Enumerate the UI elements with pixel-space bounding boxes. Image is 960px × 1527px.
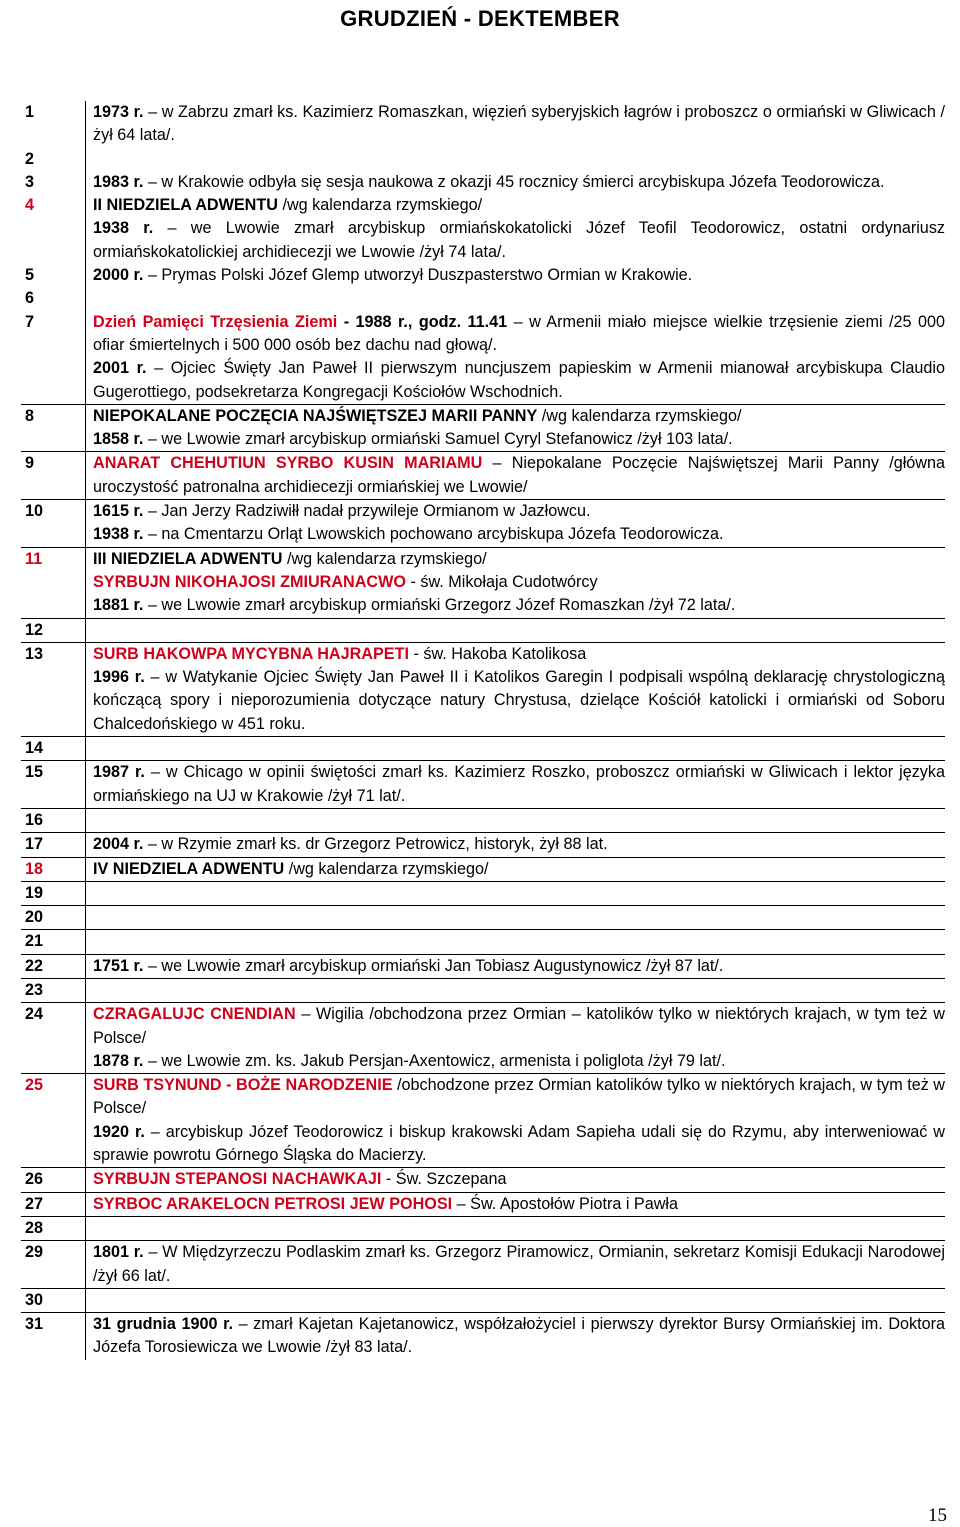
day-number: 19 [21,881,86,905]
day-entries [86,452,946,500]
entry-heading: ANARAT CHEHUTIUN SYRBO KUSIN MARIAMU [93,454,483,473]
entry-line [93,101,945,148]
entry-text: – Wigilia /obchodzona przez Ormian – katolików tylko w niektórych krajach, w tym też w Polsce/ [93,1005,945,1047]
day-row [21,954,945,978]
day-row [21,194,945,264]
day-row [21,1313,945,1360]
entry-heading: 1938 r. [93,219,154,238]
entry-text: – we Lwowie zm. ks. Jakub Persjan-Axentowicz, armenista i poliglota /żył 79 lat/. [143,1051,726,1070]
day-number: 16 [21,808,86,832]
entry-line [93,405,945,428]
day-number: 27 [21,1192,86,1216]
entry-heading: 1973 r. [93,103,144,121]
entry-heading: 1988 r., godz. 11.41 [355,312,508,331]
entry-line [93,548,945,571]
entry-heading: SYRBUJN NIKOHAJOSI ZMIURANACWO [93,572,406,591]
day-entries [86,1288,946,1312]
day-entries [86,618,946,642]
day-number: 21 [21,930,86,954]
day-entries [86,194,946,264]
day-number: 8 [21,404,86,452]
entry-heading: NIEPOKALANE POCZĘCIA NAJŚWIĘTSZEJ MARII PANNY [93,406,538,425]
day-entries [86,761,946,809]
entry-line [93,357,945,404]
day-number: 17 [21,833,86,857]
day-entries [86,1313,946,1360]
entry-heading: 2001 r. [93,359,147,378]
day-row [21,761,945,809]
day-row [21,101,945,148]
day-entries [86,737,946,761]
day-row [21,311,945,405]
day-entries [86,833,946,857]
entry-line [93,1003,945,1050]
entry-text: /wg kalendarza rzymskiego/ [284,859,489,878]
entry-heading: SURB TSYNUND - BOŻE NARODZENIE [93,1076,393,1095]
day-row [21,148,945,171]
entry-heading: 1987 r. [93,763,145,782]
entry-text: - św. Mikołaja Cudotwórcy [405,572,598,591]
day-number: 3 [25,172,35,191]
day-entries [86,1241,946,1289]
day-row [21,1216,945,1240]
entry-heading: SURB HAKOWPA MYCYBNA HAJRAPETI [93,644,409,663]
entry-text: – na Cmentarzu Orląt Lwowskich pochowano arcybiskupa Józefa Teodorowicza. [143,525,724,544]
day-number: 28 [21,1216,86,1240]
day-row [21,171,945,194]
day-row [21,500,945,548]
entry-line [93,858,945,881]
day-entries [86,1168,946,1192]
entry-line [93,666,945,736]
day-row [21,642,945,736]
entry-text: /wg kalendarza rzymskiego/ [282,549,487,568]
entry-heading: 1938 r. [93,525,144,544]
day-row [21,737,945,761]
entry-heading: SYRBUJN STEPANOSI NACHAWKAJI [93,1170,382,1189]
day-number: 11 [21,547,86,618]
day-entries [86,857,946,881]
day-row [21,808,945,832]
day-number: 30 [21,1288,86,1312]
entry-line [93,523,945,546]
entry-text: – w Rzymie zmarł ks. dr Grzegorz Petrowicz, historyk, żył 88 lat. [143,835,608,854]
entry-line [93,1168,945,1191]
entry-text: /wg kalendarza rzymskiego/ [277,196,483,215]
day-row [21,930,945,954]
day-entries [86,171,946,194]
day-row [21,618,945,642]
day-number: 4 [25,196,35,215]
page-title: GRUDZIEŃ - DEKTEMBER [340,6,620,31]
day-row [21,452,945,500]
entry-heading: 1878 r. [93,1051,144,1070]
day-entries [86,1192,946,1216]
entry-line [93,171,945,194]
day-row [21,1192,945,1216]
day-row [21,833,945,857]
entry-line [93,761,945,808]
entry-line [93,428,945,451]
entry-heading: 31 grudnia 1900 r. [93,1315,234,1334]
entry-line [93,1121,945,1168]
day-number: 14 [21,737,86,761]
entry-text: – w Krakowie odbyła się sesja naukowa z okazji 45 rocznicy śmierci arcybiskupa Józefa Teodorowicza. [143,172,885,191]
entry-heading: 1801 r. [93,1243,144,1262]
day-entries [86,906,946,930]
entry-heading: IV NIEDZIELA ADWENTU [93,859,285,878]
day-entries [86,547,946,618]
day-entries [86,148,946,171]
day-entries [86,500,946,548]
day-row [21,1241,945,1289]
entry-text: – we Lwowie zmarł arcybiskup ormiański Jan Tobiasz Augustynowicz /żył 87 lat/. [143,956,724,975]
entry-heading: 2000 r. [93,266,144,285]
day-number: 10 [21,500,86,548]
entry-text: /wg kalendarza rzymskiego/ [537,406,742,425]
entry-text: – Prymas Polski Józef Glemp utworzył Duszpasterstwo Ormian w Krakowie. [143,266,693,285]
day-number: 9 [21,452,86,500]
day-row [21,1074,945,1168]
entry-heading: 1996 r. [93,668,145,687]
entry-line [93,1050,945,1073]
day-number: 13 [21,642,86,736]
page-number: 15 [928,1505,947,1526]
day-entries [86,264,946,287]
day-entries [86,642,946,736]
day-number: 18 [21,857,86,881]
entry-text: – Św. Apostołów Piotra i Pawła [452,1194,679,1213]
day-row [21,1288,945,1312]
entry-line [93,833,945,856]
entry-heading: II NIEDZIELA ADWENTU [93,196,278,215]
entry-text: – Jan Jerzy Radziwiłł nadał przywileje Ormianom w Jazłowcu. [143,502,591,521]
day-row [21,1168,945,1192]
entry-line [93,571,945,594]
entry-heading: 1881 r. [93,596,144,615]
entry-line [93,264,945,287]
entry-text: – w Zabrzu zmarł ks. Kazimierz Romaszkan, więzień syberyjskich łagrów i proboszcz o ormiański w Gliwicach /żył 64 lata/. [93,103,945,145]
entry-line [93,311,945,358]
day-number: 2 [25,149,35,168]
day-number: 1 [25,103,35,121]
entry-line [93,217,945,264]
day-entries [86,1074,946,1168]
entry-heading: SYRBOC ARAKELOCN PETROSI JEW POHOSI [93,1194,453,1213]
day-row [21,978,945,1002]
day-entries [86,930,946,954]
entry-text: – W Międzyrzeczu Podlaskim zmarł ks. Grzegorz Piramowicz, Ormianin, sekretarz Komisji Edukacji Narodowej /żył 66 lat/. [93,1243,945,1285]
entry-line [93,1193,945,1216]
entry-text: /obchodzone przez Ormian katolików tylko w niektórych krajach, w tym też w Polsce/ [93,1076,945,1118]
entry-text: – we Lwowie zmarł arcybiskup ormiańskokatolicki Józef Teofil Teodorowicz, ostatni ordynariusz ormiańskokatolickiej archidiecezji we Lwowie /żył 74 lata/. [93,219,946,261]
entry-text: – we Lwowie zmarł arcybiskup ormiański Samuel Cyryl Stefanowicz /żył 103 lata/. [143,430,733,449]
day-number: 24 [21,1003,86,1074]
day-entries [86,311,946,405]
calendar-body [21,101,945,1360]
day-row [21,264,945,287]
entry-line [93,194,945,217]
day-entries [86,1003,946,1074]
entry-text: - św. Hakoba Katolikosa [408,644,587,663]
entry-line [93,1313,945,1360]
day-number: 20 [21,906,86,930]
entry-heading: - [337,312,356,331]
day-entries [86,101,946,148]
day-number: 31 [21,1313,86,1360]
day-row [21,906,945,930]
day-row [21,1003,945,1074]
entry-heading: 1751 r. [93,956,144,975]
day-entries [86,881,946,905]
day-row [21,881,945,905]
entry-line [93,452,945,499]
entry-text: – Niepokalane Poczęcie Najświętszej Marii Panny /główna uroczystość patronalna archidiecezji ormiańskiej we Lwowie/ [93,454,945,496]
day-number: 5 [25,266,35,285]
entry-line [93,500,945,523]
day-entries [86,978,946,1002]
day-entries [86,1216,946,1240]
entry-line [93,594,945,617]
day-number: 12 [21,618,86,642]
entry-heading: 1983 r. [93,172,144,191]
entry-text: - Św. Szczepana [381,1170,507,1189]
day-number: 25 [21,1074,86,1168]
entry-line [93,643,945,666]
entry-line [93,955,945,978]
day-entries [86,287,946,310]
entry-heading: Dzień Pamięci Trzęsienia Ziemi [93,312,338,331]
day-number: 26 [21,1168,86,1192]
day-number: 22 [21,954,86,978]
day-row [21,287,945,310]
entry-text: – arcybiskup Józef Teodorowicz i biskup krakowski Adam Sapieha udali się do Rzymu, aby interweniować w sprawie powrotu Górnego Śląska do Macierzy. [93,1122,945,1165]
entry-heading: III NIEDZIELA ADWENTU [93,549,283,568]
entry-heading: CZRAGALUJC CNENDIAN [93,1005,296,1024]
entry-heading: 1615 r. [93,502,144,521]
day-row [21,547,945,618]
entry-heading: 2004 r. [93,835,144,854]
day-entries [86,954,946,978]
day-row [21,404,945,452]
day-number: 29 [21,1241,86,1289]
entry-heading: 1920 r. [93,1122,145,1141]
day-number: 23 [21,978,86,1002]
entry-line [93,1241,945,1288]
calendar-table [21,101,945,1360]
day-number: 15 [21,761,86,809]
entry-text: – zmarł Kajetan Kajetanowicz, współzałożyciel i pierwszy dyrektor Bursy Ormiańskiej im. Doktora Józefa Torosiewicza we Lwowie /żył 83 lata/. [93,1315,945,1357]
day-row [21,857,945,881]
entry-text: – w Watykanie Ojciec Święty Jan Paweł II i Katolikos Garegin I podpisali wspólną deklarację chrystologiczną kończącą spory i nieporozumienia dotyczące natury Chrystusa, dzielące Kościół katolicki i ormiański od Soboru Chalcedońskiego w 451 roku. [93,668,945,733]
entry-text: – Ojciec Święty Jan Paweł II pierwszym nuncjuszem papieskim w Armenii mianował arcybiskupa Claudio Gugerottiego, podsekretarza Kongregacji Kościołów Wschodnich. [93,359,945,401]
day-number: 6 [25,289,35,308]
day-number: 7 [25,312,35,331]
entry-heading: 1858 r. [93,430,144,449]
entry-line [93,1074,945,1121]
day-entries [86,404,946,452]
day-entries [86,808,946,832]
entry-text: – w Armenii miało miejsce wielkie trzęsienie ziemi /25 000 ofiar śmiertelnych i 500 000 osób bez dachu nad głową/. [93,312,945,354]
entry-text: – we Lwowie zmarł arcybiskup ormiański Grzegorz Józef Romaszkan /żył 72 lata/. [143,596,736,615]
entry-text: – w Chicago w opinii świętości zmarł ks. Kazimierz Roszko, proboszcz ormiański w Gliwicach i lektor języka ormiańskiego na UJ w Krakowie /żył 71 lat/. [93,763,945,805]
